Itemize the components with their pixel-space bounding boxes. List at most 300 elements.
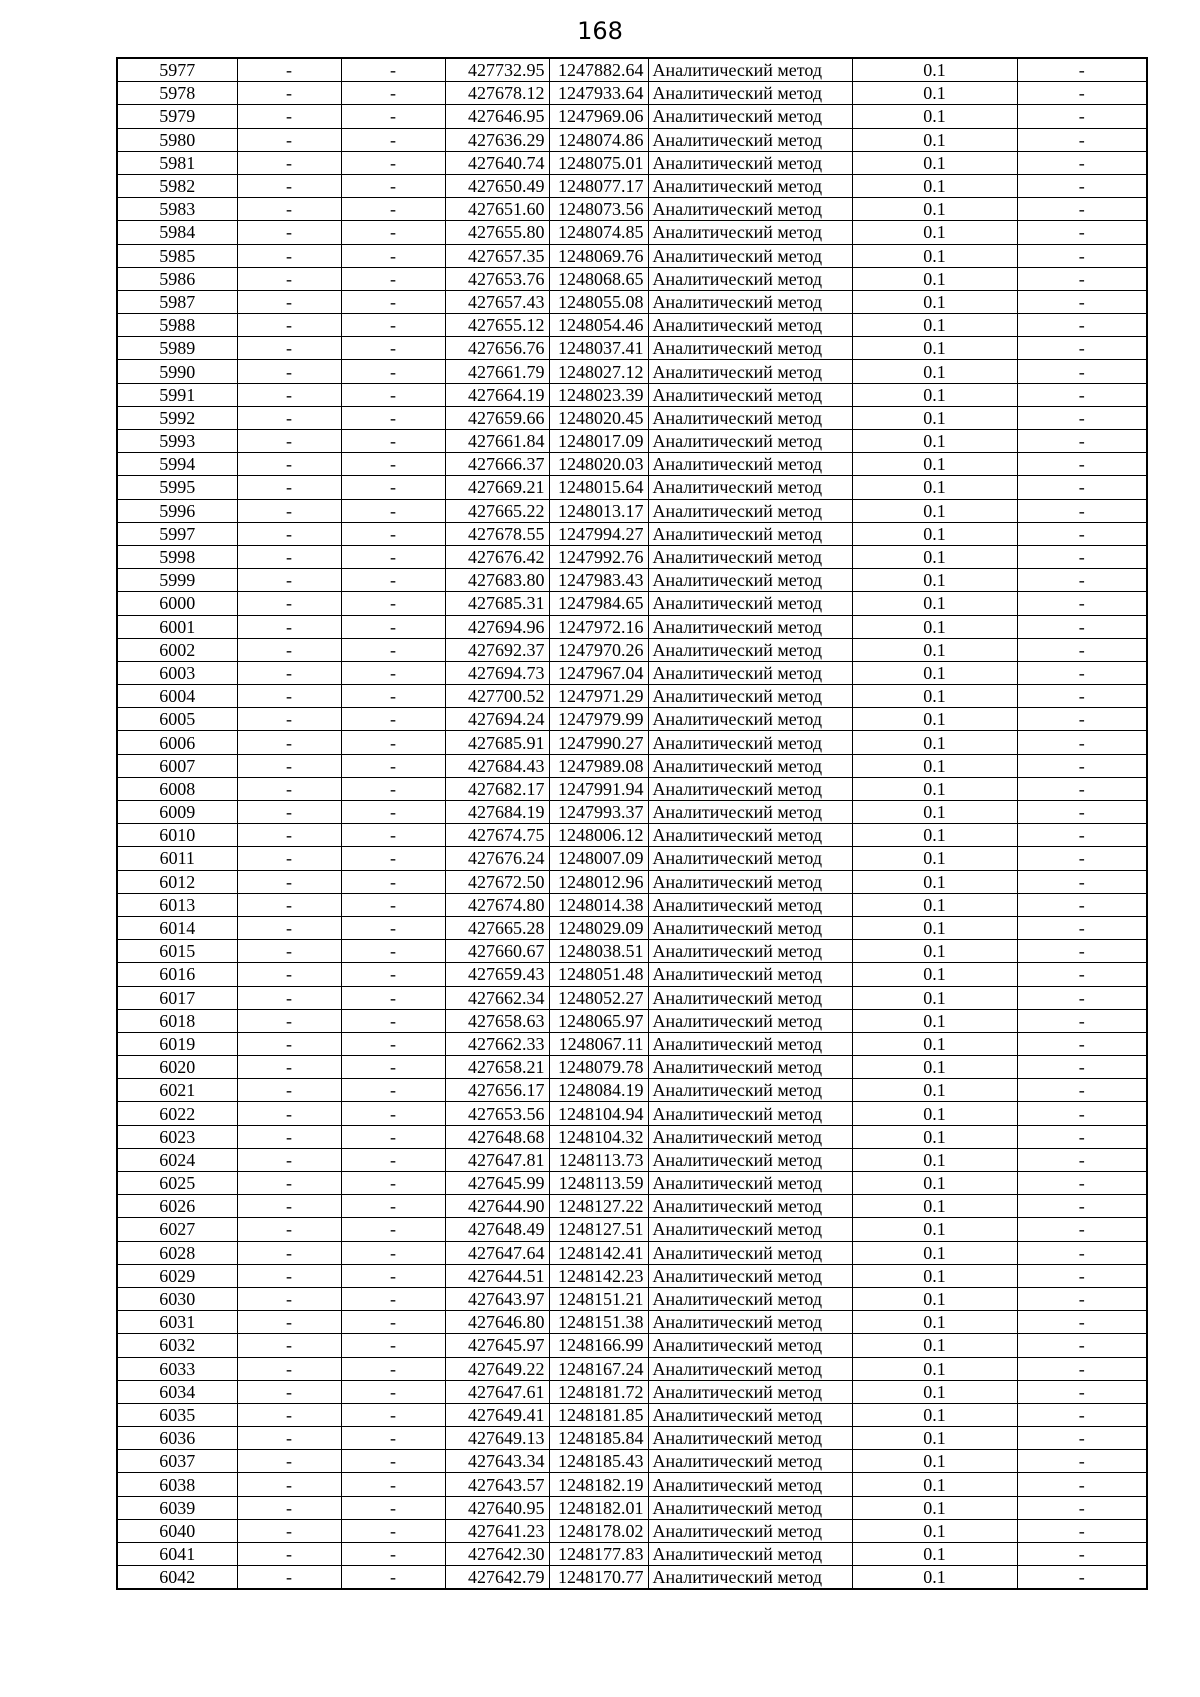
dash-cell: - [341, 58, 445, 82]
dash-cell: - [341, 174, 445, 197]
x-coordinate-cell: 427661.79 [445, 360, 549, 383]
table-row [117, 592, 1147, 615]
method-cell: Аналитический метод [648, 1056, 852, 1079]
table-row [117, 128, 1147, 151]
dash-cell: - [1017, 1311, 1147, 1334]
coordinates-table [116, 57, 1148, 1590]
table-row [117, 453, 1147, 476]
dash-cell: - [1017, 522, 1147, 545]
dash-cell: - [237, 1241, 341, 1264]
method-cell: Аналитический метод [648, 267, 852, 290]
y-coordinate-cell: 1248142.41 [549, 1241, 648, 1264]
dash-cell: - [1017, 638, 1147, 661]
dash-cell: - [341, 1450, 445, 1473]
method-cell: Аналитический метод [648, 337, 852, 360]
y-coordinate-cell: 1248020.45 [549, 406, 648, 429]
x-coordinate-cell: 427649.13 [445, 1427, 549, 1450]
table-row [117, 383, 1147, 406]
dash-cell: - [341, 1519, 445, 1542]
dash-cell: - [237, 1195, 341, 1218]
y-coordinate-cell: 1247991.94 [549, 777, 648, 800]
table-row [117, 1241, 1147, 1264]
accuracy-cell: 0.1 [852, 824, 1017, 847]
method-cell: Аналитический метод [648, 731, 852, 754]
method-cell: Аналитический метод [648, 360, 852, 383]
dash-cell: - [237, 1032, 341, 1055]
point-number-cell: 6036 [117, 1427, 237, 1450]
y-coordinate-cell: 1248178.02 [549, 1519, 648, 1542]
point-number-cell: 6039 [117, 1496, 237, 1519]
x-coordinate-cell: 427666.37 [445, 453, 549, 476]
dash-cell: - [341, 754, 445, 777]
dash-cell: - [1017, 569, 1147, 592]
dash-cell: - [1017, 685, 1147, 708]
method-cell: Аналитический метод [648, 638, 852, 661]
point-number-cell: 5986 [117, 267, 237, 290]
accuracy-cell: 0.1 [852, 314, 1017, 337]
accuracy-cell: 0.1 [852, 1009, 1017, 1032]
x-coordinate-cell: 427648.68 [445, 1125, 549, 1148]
method-cell: Аналитический метод [648, 1496, 852, 1519]
accuracy-cell: 0.1 [852, 499, 1017, 522]
dash-cell: - [1017, 1357, 1147, 1380]
dash-cell: - [341, 1566, 445, 1590]
x-coordinate-cell: 427674.80 [445, 893, 549, 916]
dash-cell: - [237, 708, 341, 731]
dash-cell: - [1017, 940, 1147, 963]
x-coordinate-cell: 427643.97 [445, 1287, 549, 1310]
table-row [117, 940, 1147, 963]
dash-cell: - [237, 1496, 341, 1519]
point-number-cell: 6032 [117, 1334, 237, 1357]
method-cell: Аналитический метод [648, 499, 852, 522]
x-coordinate-cell: 427651.60 [445, 198, 549, 221]
method-cell: Аналитический метод [648, 1403, 852, 1426]
table-row [117, 986, 1147, 1009]
point-number-cell: 6021 [117, 1079, 237, 1102]
y-coordinate-cell: 1248075.01 [549, 151, 648, 174]
dash-cell: - [341, 685, 445, 708]
table-row [117, 1519, 1147, 1542]
x-coordinate-cell: 427649.22 [445, 1357, 549, 1380]
dash-cell: - [237, 1403, 341, 1426]
dash-cell: - [341, 499, 445, 522]
y-coordinate-cell: 1248104.32 [549, 1125, 648, 1148]
dash-cell: - [1017, 1032, 1147, 1055]
x-coordinate-cell: 427642.30 [445, 1543, 549, 1566]
accuracy-cell: 0.1 [852, 1496, 1017, 1519]
method-cell: Аналитический метод [648, 1032, 852, 1055]
y-coordinate-cell: 1248151.38 [549, 1311, 648, 1334]
accuracy-cell: 0.1 [852, 592, 1017, 615]
point-number-cell: 5983 [117, 198, 237, 221]
accuracy-cell: 0.1 [852, 847, 1017, 870]
method-cell: Аналитический метод [648, 1241, 852, 1264]
accuracy-cell: 0.1 [852, 267, 1017, 290]
accuracy-cell: 0.1 [852, 1241, 1017, 1264]
point-number-cell: 6022 [117, 1102, 237, 1125]
dash-cell: - [341, 337, 445, 360]
dash-cell: - [1017, 105, 1147, 128]
method-cell: Аналитический метод [648, 128, 852, 151]
method-cell: Аналитический метод [648, 847, 852, 870]
y-coordinate-cell: 1248166.99 [549, 1334, 648, 1357]
dash-cell: - [341, 82, 445, 105]
dash-cell: - [341, 1264, 445, 1287]
table-row [117, 337, 1147, 360]
dash-cell: - [1017, 1195, 1147, 1218]
accuracy-cell: 0.1 [852, 1519, 1017, 1542]
dash-cell: - [1017, 1148, 1147, 1171]
y-coordinate-cell: 1247994.27 [549, 522, 648, 545]
dash-cell: - [237, 870, 341, 893]
method-cell: Аналитический метод [648, 174, 852, 197]
point-number-cell: 6009 [117, 801, 237, 824]
dash-cell: - [1017, 1519, 1147, 1542]
accuracy-cell: 0.1 [852, 1311, 1017, 1334]
table-row [117, 708, 1147, 731]
x-coordinate-cell: 427684.43 [445, 754, 549, 777]
point-number-cell: 5988 [117, 314, 237, 337]
accuracy-cell: 0.1 [852, 58, 1017, 82]
x-coordinate-cell: 427674.75 [445, 824, 549, 847]
y-coordinate-cell: 1248052.27 [549, 986, 648, 1009]
accuracy-cell: 0.1 [852, 801, 1017, 824]
point-number-cell: 5987 [117, 290, 237, 313]
accuracy-cell: 0.1 [852, 1403, 1017, 1426]
x-coordinate-cell: 427645.99 [445, 1172, 549, 1195]
dash-cell: - [1017, 986, 1147, 1009]
table-row [117, 221, 1147, 244]
x-coordinate-cell: 427685.31 [445, 592, 549, 615]
y-coordinate-cell: 1247990.27 [549, 731, 648, 754]
method-cell: Аналитический метод [648, 1264, 852, 1287]
table-row [117, 1311, 1147, 1334]
x-coordinate-cell: 427678.12 [445, 82, 549, 105]
x-coordinate-cell: 427669.21 [445, 476, 549, 499]
point-number-cell: 5995 [117, 476, 237, 499]
dash-cell: - [341, 1473, 445, 1496]
x-coordinate-cell: 427694.96 [445, 615, 549, 638]
table-row [117, 916, 1147, 939]
point-number-cell: 6014 [117, 916, 237, 939]
x-coordinate-cell: 427646.80 [445, 1311, 549, 1334]
y-coordinate-cell: 1248185.43 [549, 1450, 648, 1473]
dash-cell: - [237, 1264, 341, 1287]
accuracy-cell: 0.1 [852, 360, 1017, 383]
point-number-cell: 6035 [117, 1403, 237, 1426]
x-coordinate-cell: 427653.56 [445, 1102, 549, 1125]
accuracy-cell: 0.1 [852, 1218, 1017, 1241]
table-row [117, 1079, 1147, 1102]
dash-cell: - [341, 545, 445, 568]
method-cell: Аналитический метод [648, 1195, 852, 1218]
dash-cell: - [341, 476, 445, 499]
method-cell: Аналитический метод [648, 1566, 852, 1590]
table-row [117, 569, 1147, 592]
x-coordinate-cell: 427656.76 [445, 337, 549, 360]
accuracy-cell: 0.1 [852, 893, 1017, 916]
y-coordinate-cell: 1248015.64 [549, 476, 648, 499]
accuracy-cell: 0.1 [852, 731, 1017, 754]
table-row [117, 1056, 1147, 1079]
point-number-cell: 6026 [117, 1195, 237, 1218]
x-coordinate-cell: 427660.67 [445, 940, 549, 963]
method-cell: Аналитический метод [648, 476, 852, 499]
method-cell: Аналитический метод [648, 1450, 852, 1473]
x-coordinate-cell: 427694.24 [445, 708, 549, 731]
dash-cell: - [341, 1334, 445, 1357]
dash-cell: - [237, 777, 341, 800]
dash-cell: - [1017, 360, 1147, 383]
method-cell: Аналитический метод [648, 1148, 852, 1171]
method-cell: Аналитический метод [648, 1334, 852, 1357]
method-cell: Аналитический метод [648, 1427, 852, 1450]
point-number-cell: 6004 [117, 685, 237, 708]
method-cell: Аналитический метод [648, 522, 852, 545]
dash-cell: - [1017, 267, 1147, 290]
method-cell: Аналитический метод [648, 661, 852, 684]
dash-cell: - [1017, 1450, 1147, 1473]
table-row [117, 1102, 1147, 1125]
x-coordinate-cell: 427645.97 [445, 1334, 549, 1357]
table-row [117, 1427, 1147, 1450]
dash-cell: - [341, 661, 445, 684]
y-coordinate-cell: 1247970.26 [549, 638, 648, 661]
point-number-cell: 6029 [117, 1264, 237, 1287]
dash-cell: - [1017, 824, 1147, 847]
table-row [117, 244, 1147, 267]
accuracy-cell: 0.1 [852, 708, 1017, 731]
x-coordinate-cell: 427665.28 [445, 916, 549, 939]
dash-cell: - [237, 592, 341, 615]
accuracy-cell: 0.1 [852, 685, 1017, 708]
table-row [117, 151, 1147, 174]
dash-cell: - [237, 221, 341, 244]
table-row [117, 522, 1147, 545]
y-coordinate-cell: 1248029.09 [549, 916, 648, 939]
dash-cell: - [1017, 1380, 1147, 1403]
x-coordinate-cell: 427643.34 [445, 1450, 549, 1473]
x-coordinate-cell: 427644.90 [445, 1195, 549, 1218]
table-row [117, 1148, 1147, 1171]
method-cell: Аналитический метод [648, 1380, 852, 1403]
point-number-cell: 5993 [117, 430, 237, 453]
point-number-cell: 6008 [117, 777, 237, 800]
point-number-cell: 5980 [117, 128, 237, 151]
dash-cell: - [1017, 244, 1147, 267]
x-coordinate-cell: 427644.51 [445, 1264, 549, 1287]
accuracy-cell: 0.1 [852, 453, 1017, 476]
accuracy-cell: 0.1 [852, 1264, 1017, 1287]
dash-cell: - [237, 105, 341, 128]
accuracy-cell: 0.1 [852, 105, 1017, 128]
accuracy-cell: 0.1 [852, 1427, 1017, 1450]
dash-cell: - [1017, 545, 1147, 568]
dash-cell: - [1017, 963, 1147, 986]
accuracy-cell: 0.1 [852, 1148, 1017, 1171]
dash-cell: - [237, 1311, 341, 1334]
table-row [117, 1543, 1147, 1566]
dash-cell: - [341, 638, 445, 661]
dash-cell: - [237, 360, 341, 383]
method-cell: Аналитический метод [648, 1543, 852, 1566]
x-coordinate-cell: 427683.80 [445, 569, 549, 592]
x-coordinate-cell: 427656.17 [445, 1079, 549, 1102]
accuracy-cell: 0.1 [852, 221, 1017, 244]
dash-cell: - [237, 1357, 341, 1380]
dash-cell: - [237, 476, 341, 499]
dash-cell: - [1017, 1009, 1147, 1032]
y-coordinate-cell: 1248127.22 [549, 1195, 648, 1218]
dash-cell: - [341, 105, 445, 128]
accuracy-cell: 0.1 [852, 916, 1017, 939]
table-row [117, 615, 1147, 638]
table-row [117, 1032, 1147, 1055]
accuracy-cell: 0.1 [852, 638, 1017, 661]
dash-cell: - [1017, 174, 1147, 197]
x-coordinate-cell: 427657.35 [445, 244, 549, 267]
dash-cell: - [237, 1102, 341, 1125]
dash-cell: - [1017, 592, 1147, 615]
method-cell: Аналитический метод [648, 198, 852, 221]
accuracy-cell: 0.1 [852, 1125, 1017, 1148]
point-number-cell: 6038 [117, 1473, 237, 1496]
dash-cell: - [341, 1172, 445, 1195]
y-coordinate-cell: 1248006.12 [549, 824, 648, 847]
dash-cell: - [1017, 198, 1147, 221]
point-number-cell: 5984 [117, 221, 237, 244]
x-coordinate-cell: 427653.76 [445, 267, 549, 290]
dash-cell: - [1017, 870, 1147, 893]
point-number-cell: 6041 [117, 1543, 237, 1566]
dash-cell: - [237, 638, 341, 661]
y-coordinate-cell: 1247971.29 [549, 685, 648, 708]
dash-cell: - [237, 545, 341, 568]
table-row [117, 1380, 1147, 1403]
dash-cell: - [1017, 221, 1147, 244]
accuracy-cell: 0.1 [852, 1357, 1017, 1380]
point-number-cell: 6018 [117, 1009, 237, 1032]
table-row [117, 430, 1147, 453]
method-cell: Аналитический метод [648, 1172, 852, 1195]
point-number-cell: 6012 [117, 870, 237, 893]
table-row [117, 1009, 1147, 1032]
x-coordinate-cell: 427665.22 [445, 499, 549, 522]
dash-cell: - [237, 128, 341, 151]
method-cell: Аналитический метод [648, 82, 852, 105]
point-number-cell: 6000 [117, 592, 237, 615]
dash-cell: - [237, 569, 341, 592]
method-cell: Аналитический метод [648, 870, 852, 893]
x-coordinate-cell: 427655.80 [445, 221, 549, 244]
dash-cell: - [237, 1519, 341, 1542]
dash-cell: - [237, 1543, 341, 1566]
dash-cell: - [341, 244, 445, 267]
y-coordinate-cell: 1247984.65 [549, 592, 648, 615]
y-coordinate-cell: 1247882.64 [549, 58, 648, 82]
x-coordinate-cell: 427655.12 [445, 314, 549, 337]
point-number-cell: 6040 [117, 1519, 237, 1542]
page-number: 168 [577, 17, 623, 45]
table-row [117, 847, 1147, 870]
y-coordinate-cell: 1248079.78 [549, 1056, 648, 1079]
x-coordinate-cell: 427676.24 [445, 847, 549, 870]
method-cell: Аналитический метод [648, 824, 852, 847]
x-coordinate-cell: 427658.21 [445, 1056, 549, 1079]
accuracy-cell: 0.1 [852, 1287, 1017, 1310]
table-row [117, 963, 1147, 986]
accuracy-cell: 0.1 [852, 545, 1017, 568]
method-cell: Аналитический метод [648, 1473, 852, 1496]
point-number-cell: 6025 [117, 1172, 237, 1195]
method-cell: Аналитический метод [648, 545, 852, 568]
table-row [117, 198, 1147, 221]
point-number-cell: 5981 [117, 151, 237, 174]
dash-cell: - [341, 1427, 445, 1450]
accuracy-cell: 0.1 [852, 383, 1017, 406]
point-number-cell: 5994 [117, 453, 237, 476]
method-cell: Аналитический метод [648, 221, 852, 244]
accuracy-cell: 0.1 [852, 1380, 1017, 1403]
point-number-cell: 6037 [117, 1450, 237, 1473]
point-number-cell: 6013 [117, 893, 237, 916]
dash-cell: - [237, 453, 341, 476]
dash-cell: - [1017, 314, 1147, 337]
x-coordinate-cell: 427676.42 [445, 545, 549, 568]
x-coordinate-cell: 427659.66 [445, 406, 549, 429]
x-coordinate-cell: 427649.41 [445, 1403, 549, 1426]
x-coordinate-cell: 427640.74 [445, 151, 549, 174]
method-cell: Аналитический метод [648, 1009, 852, 1032]
table-row [117, 1496, 1147, 1519]
y-coordinate-cell: 1247933.64 [549, 82, 648, 105]
method-cell: Аналитический метод [648, 1287, 852, 1310]
accuracy-cell: 0.1 [852, 940, 1017, 963]
dash-cell: - [1017, 430, 1147, 453]
point-number-cell: 6016 [117, 963, 237, 986]
y-coordinate-cell: 1248012.96 [549, 870, 648, 893]
y-coordinate-cell: 1248151.21 [549, 1287, 648, 1310]
method-cell: Аналитический метод [648, 453, 852, 476]
table-row [117, 1125, 1147, 1148]
y-coordinate-cell: 1248023.39 [549, 383, 648, 406]
y-coordinate-cell: 1248067.11 [549, 1032, 648, 1055]
accuracy-cell: 0.1 [852, 1543, 1017, 1566]
dash-cell: - [1017, 916, 1147, 939]
dash-cell: - [1017, 1496, 1147, 1519]
dash-cell: - [341, 731, 445, 754]
y-coordinate-cell: 1248055.08 [549, 290, 648, 313]
y-coordinate-cell: 1248017.09 [549, 430, 648, 453]
x-coordinate-cell: 427640.95 [445, 1496, 549, 1519]
y-coordinate-cell: 1247992.76 [549, 545, 648, 568]
y-coordinate-cell: 1248065.97 [549, 1009, 648, 1032]
table-row [117, 105, 1147, 128]
table-row [117, 58, 1147, 82]
x-coordinate-cell: 427692.37 [445, 638, 549, 661]
point-number-cell: 6023 [117, 1125, 237, 1148]
y-coordinate-cell: 1247989.08 [549, 754, 648, 777]
point-number-cell: 5978 [117, 82, 237, 105]
dash-cell: - [237, 963, 341, 986]
dash-cell: - [341, 1357, 445, 1380]
table-row [117, 1287, 1147, 1310]
accuracy-cell: 0.1 [852, 337, 1017, 360]
method-cell: Аналитический метод [648, 1125, 852, 1148]
dash-cell: - [1017, 1102, 1147, 1125]
dash-cell: - [237, 174, 341, 197]
